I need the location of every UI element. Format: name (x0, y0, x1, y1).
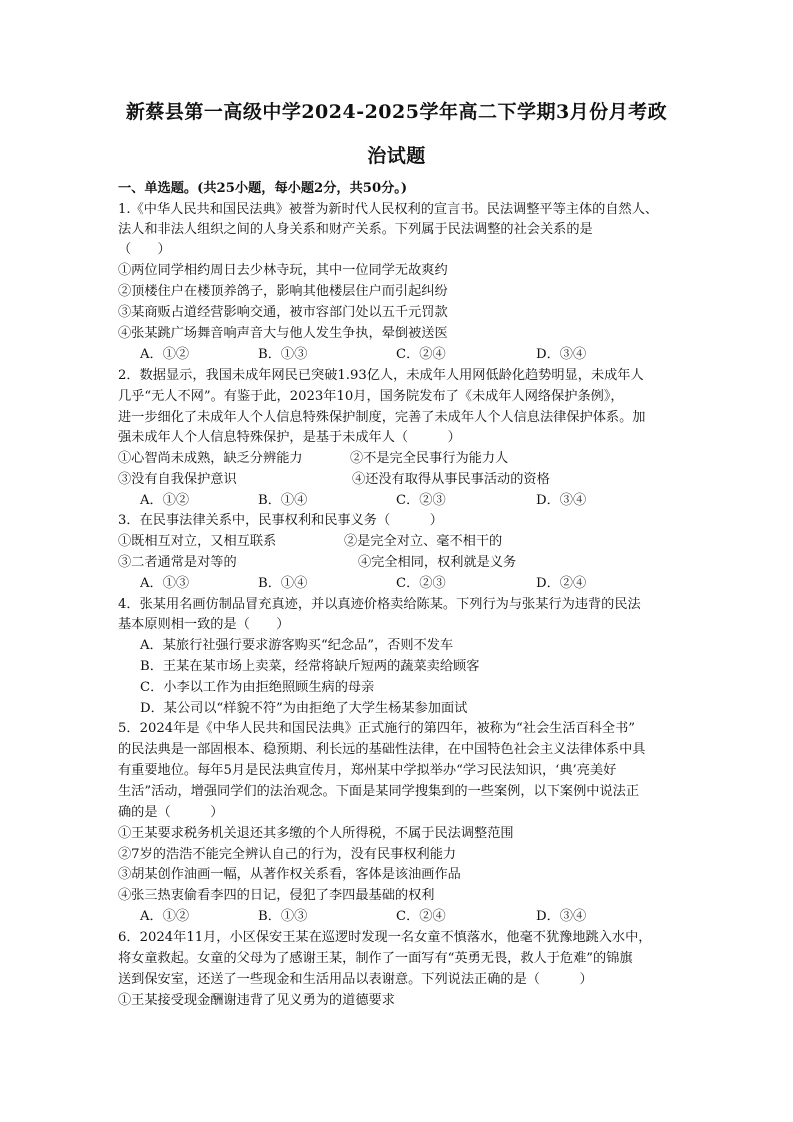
q6-item: ①王某接受现金酬谢违背了见义勇为的道德要求 (118, 993, 395, 1008)
q4-option-c: C．小李以工作为由拒绝照顾生病的母亲 (140, 680, 375, 695)
q1-option-a: A．①② (140, 347, 190, 362)
q1-item: ④张某跳广场舞音响声音大与他人发生争执，晕倒被送医 (118, 326, 448, 341)
q2-stem-line: 2．数据显示，我国未成年网民已突破1.93亿人，未成年人用网低龄化趋势明显，未成年人 (118, 368, 644, 383)
q4-option-d: D．某公司以“样貌不符”为由拒绝了大学生杨某参加面试 (140, 701, 468, 716)
q5-option-d: D．③④ (536, 909, 587, 924)
q3-item: ①既相互对立，又相互联系 (118, 534, 277, 549)
q2-option-a: A．①② (140, 493, 190, 508)
q5-stem-line: 生活”活动，增强同学们的法治观念。下面是某同学搜集到的一些案例，以下案例中说法正 (118, 784, 640, 799)
q5-item: ③胡某创作油画一幅，从著作权关系看，客体是该油画作品 (118, 867, 461, 882)
q2-item: ②不是完全民事行为能力人 (350, 451, 509, 466)
q1-item: ①两位同学相约周日去少林寺玩，其中一位同学无故爽约 (118, 263, 448, 278)
q2-item: ④还没有取得从事民事活动的资格 (352, 472, 550, 487)
q5-option-a: A．①② (140, 909, 190, 924)
q2-item: ③没有自我保护意识 (118, 472, 237, 487)
q5-stem-line: 确的是（ ） (118, 805, 224, 820)
q4-option-b: B．王某在某市场上卖菜，经常将缺斤短两的蔬菜卖给顾客 (140, 659, 480, 674)
q3-option-c: C．②③ (396, 576, 446, 591)
q1-item: ③某商贩占道经营影响交通，被市容部门处以五千元罚款 (118, 305, 448, 320)
q1-item: ②顶楼住户在楼顶养鸽子，影响其他楼层住户而引起纠纷 (118, 284, 448, 299)
q5-item: ②7岁的浩浩不能完全辨认自己的行为，没有民事权利能力 (118, 847, 457, 862)
q5-item: ④张三热衷偷看李四的日记，侵犯了李四最基础的权利 (118, 888, 435, 903)
q1-option-b: B．①③ (258, 347, 308, 362)
q4-stem-line: 基本原则相一致的是（ ） (118, 617, 290, 632)
q3-stem-line: 3．在民事法律关系中，民事权利和民事义务（ ） (118, 513, 443, 528)
q3-option-a: A．①③ (140, 576, 190, 591)
q3-item: ④完全相同，权利就是义务 (358, 555, 517, 570)
q2-option-d: D．③④ (536, 493, 587, 508)
q3-option-b: B．①④ (258, 576, 308, 591)
q1-stem-line: 1.《中华人民共和国民法典》被誉为新时代人民权利的宣言书。民法调整平等主体的自然人、 (118, 202, 659, 217)
q2-stem-line: 几乎“无人不网”。有鉴于此，2023年10月，国务院发布了《未成年人网络保护条例》， (118, 389, 624, 404)
q1-option-c: C．②④ (396, 347, 446, 362)
section-heading: 一、单选题。(共25小题，每小题2分，共50分。) (118, 181, 408, 196)
q6-stem-line: 送到保安室，还送了一些现金和生活用品以表谢意。下列说法正确的是（ ） (118, 972, 593, 987)
q5-option-b: B．①③ (258, 909, 308, 924)
q2-item: ①心智尚未成熟，缺乏分辨能力 (118, 451, 303, 466)
q4-stem-line: 4．张某用名画仿制品冒充真迹，并以真迹价格卖给陈某。下列行为与张某行为违背的民法 (118, 597, 641, 612)
q2-option-c: C．②③ (396, 493, 446, 508)
q5-stem-line: 的民法典是一部固根本、稳预期、利长远的基础性法律，在中国特色社会主义法律体系中具 (118, 742, 646, 757)
q6-stem-line: 6．2024年11月，小区保安王某在巡逻时发现一名女童不慎落水，他毫不犹豫地跳入水中， (118, 930, 652, 945)
q1-stem-line: （ ） (118, 242, 171, 257)
q2-stem-line: 强未成年人个人信息特殊保护，是基于未成年人（ ） (118, 430, 461, 445)
q5-item: ①王某要求税务机关退还其多缴的个人所得税，不属于民法调整范围 (118, 826, 514, 841)
q1-option-d: D．③④ (536, 347, 587, 362)
document-title-line1: 新蔡县第一高级中学2024-2025学年高二下学期3月份月考政 (125, 101, 668, 123)
q1-stem-line: 法人和非法人组织之间的人身关系和财产关系。下列属于民法调整的社会关系的是 (118, 222, 593, 237)
q3-item: ②是完全对立、毫不相干的 (344, 534, 503, 549)
q6-stem-line: 将女童救起。女童的父母为了感谢王某，制作了一面写有“英勇无畏，救人于危难”的锦旗 (118, 951, 633, 966)
q5-stem-line: 有重要地位。每年5月是民法典宣传月，郑州某中学拟举办“学习民法知识，‘典’亮美好 (118, 763, 617, 778)
q2-stem-line: 进一步细化了未成年人个人信息特殊保护制度，完善了未成年人个人信息法律保护体系。加 (118, 410, 646, 425)
q5-option-c: C．②④ (396, 909, 446, 924)
q4-option-a: A．某旅行社强行要求游客购买“纪念品”，否则不发车 (140, 638, 454, 653)
q3-option-d: D．②④ (536, 576, 587, 591)
q5-stem-line: 5．2024年是《中华人民共和国民法典》正式施行的第四年，被称为“社会生活百科全书” (118, 721, 635, 736)
q2-option-b: B．①④ (258, 493, 308, 508)
document-title-line2: 治试题 (367, 145, 426, 167)
q3-item: ③二者通常是对等的 (118, 555, 237, 570)
